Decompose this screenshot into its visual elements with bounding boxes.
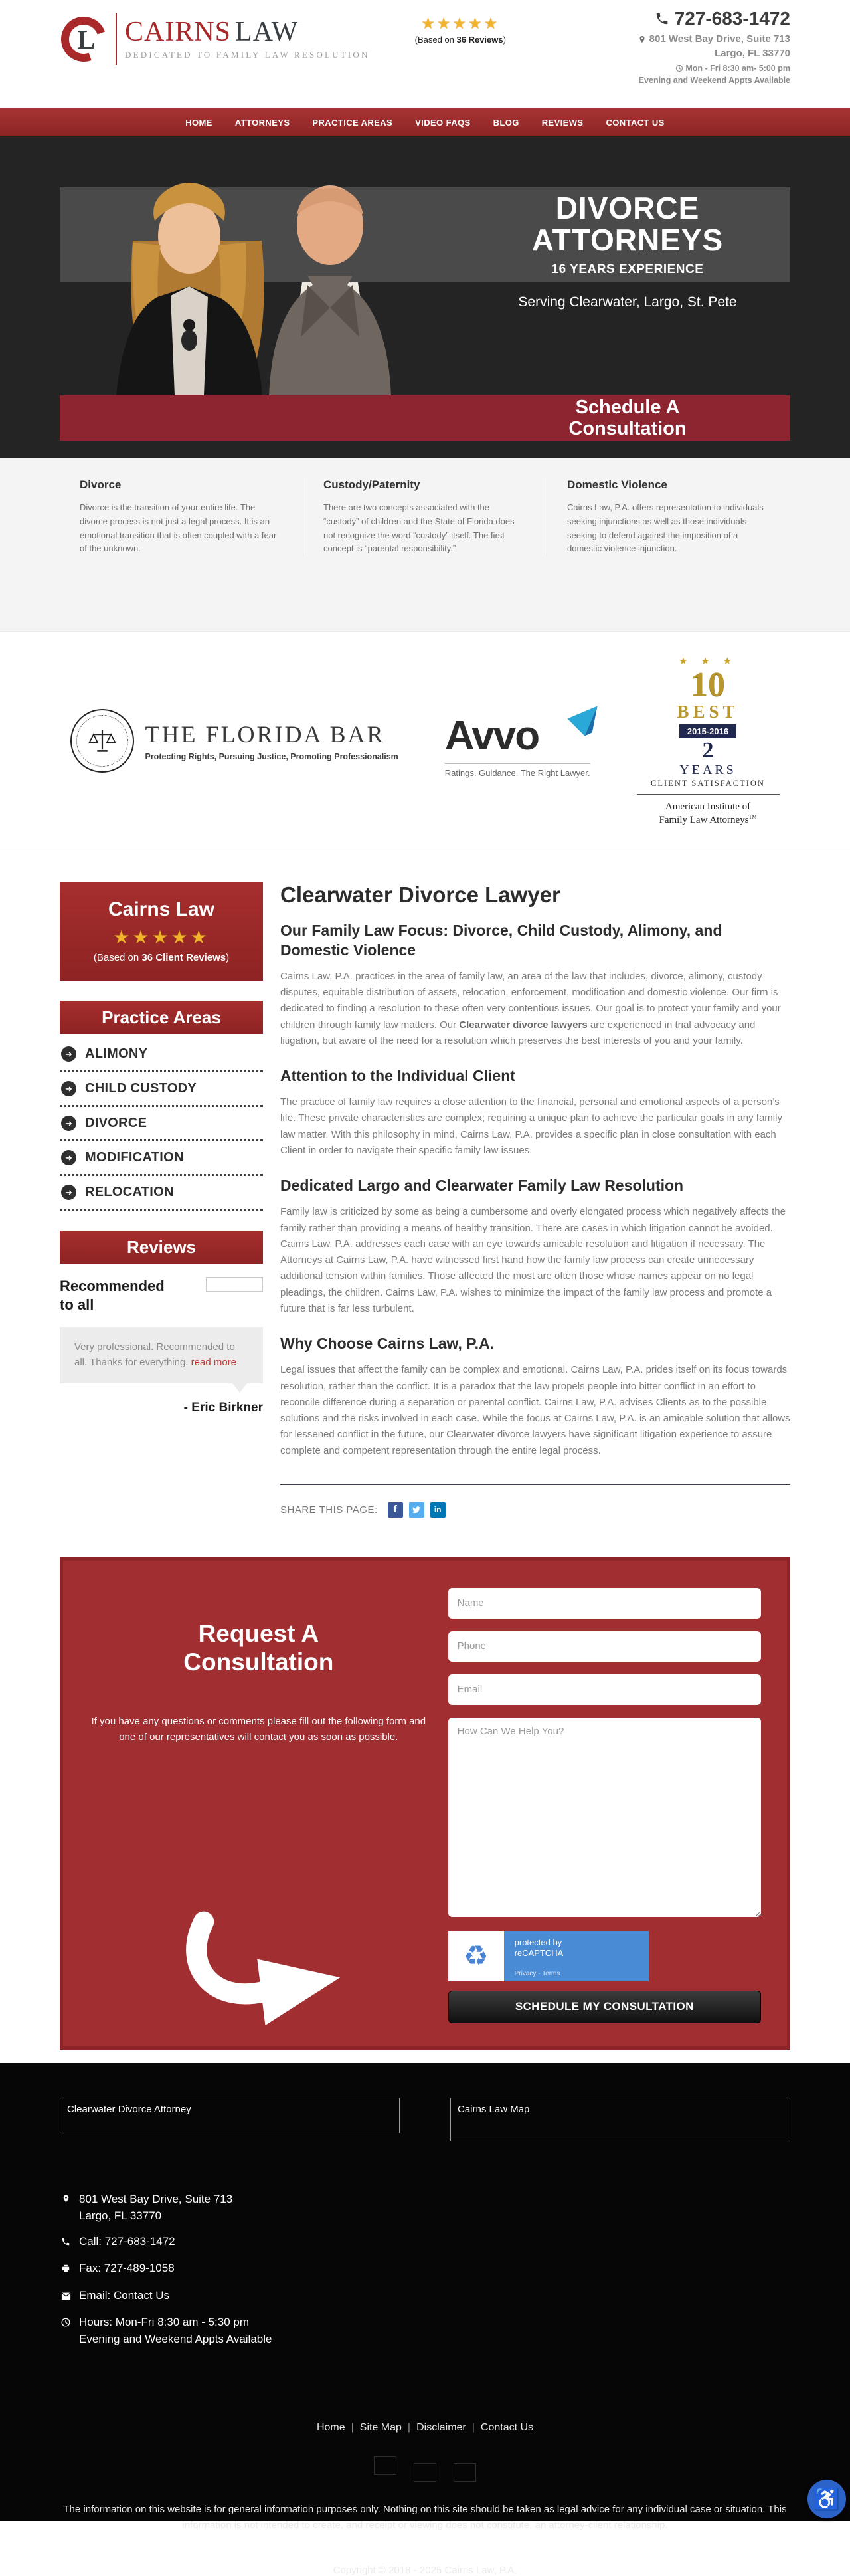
footer-video-embed[interactable]: Clearwater Divorce Attorney xyxy=(60,2098,400,2133)
logo-divider xyxy=(116,13,117,65)
sidebar-item-divorce[interactable]: ➜ DIVORCE xyxy=(60,1107,263,1141)
logo-mark-icon xyxy=(60,15,108,63)
arrow-circle-icon: ➜ xyxy=(61,1046,76,1062)
message-textarea[interactable] xyxy=(448,1718,761,1917)
review-quote: Very professional. Recommended to all. Thanks for everything. read more xyxy=(60,1327,263,1383)
avvo-kite-icon xyxy=(565,704,600,742)
recaptcha-icon: ♻ xyxy=(448,1931,504,1981)
article-divider xyxy=(280,1484,790,1485)
consultation-title: Request A Consultation xyxy=(183,1619,334,1676)
consultation-body: If you have any questions or comments please fill out the following form and one of our representatives will contact you as soon as possible. xyxy=(91,1716,426,1743)
hero-experience: 16 YEARS EXPERIENCE xyxy=(551,262,704,277)
footer-link-disclaimer[interactable]: Disclaimer xyxy=(416,2422,466,2434)
nav-item-attorneys[interactable]: ATTORNEYS xyxy=(234,117,290,128)
nav-item-contact-us[interactable]: CONTACT US xyxy=(606,117,665,128)
footer-link-home[interactable]: Home xyxy=(316,2422,345,2434)
ten-best-year-range: 2015-2016 xyxy=(679,724,736,738)
broken-image-icon xyxy=(454,2463,476,2482)
schedule-consultation-button[interactable]: Schedule A Consultation xyxy=(568,396,687,439)
intro-card-body: Divorce is the transition of your entire life. The divorce process is not just a legal process. It is an emotional transition that is often coupled with a fear of the unknown. xyxy=(80,502,277,554)
logo-tagline: DEDICATED TO FAMILY LAW RESOLUTION xyxy=(125,50,370,60)
recaptcha-brand: reCAPTCHA xyxy=(514,1948,564,1959)
header-address-city: Largo, FL 33770 xyxy=(715,47,790,59)
footer-link-site-map[interactable]: Site Map xyxy=(359,2422,402,2434)
header-contact xyxy=(551,8,790,87)
page-title: Clearwater Divorce Lawyer xyxy=(280,882,560,907)
footer-disclaimer: The information on this website is for general information purposes only. Nothing on this site should be taken as legal advice for any individual case or situation. This information is not intended to create, and receipt or viewing does not constitute, an attorney-client relationship. xyxy=(63,2504,787,2531)
footer-address: 801 West Bay Drive, Suite 713 Largo, FL 33770 xyxy=(60,2191,790,2225)
footer-social-placeholders xyxy=(60,2456,790,2482)
section-title-dedicated: Dedicated Largo and Clearwater Family Law Resolution xyxy=(280,1177,684,1195)
star-rating-icon: ★★★★★ xyxy=(113,927,210,947)
footer xyxy=(0,2063,850,2576)
clock-icon xyxy=(60,2314,72,2347)
intro-card-custody xyxy=(303,478,547,556)
footer-hours: Hours: Mon-Fri 8:30 am - 5:30 pm Evening and Weekend Appts Available xyxy=(60,2314,790,2347)
phone-icon xyxy=(60,2233,72,2252)
florida-bar-name: THE FLORIDA BAR xyxy=(145,721,385,747)
section-title-family-law-focus: Our Family Law Focus: Divorce, Child Custody, Alimony, and Domestic Violence xyxy=(280,922,722,959)
footer-map-embed[interactable]: Cairns Law Map xyxy=(450,2098,790,2141)
sidebar-item-modification[interactable]: ➜ MODIFICATION xyxy=(60,1141,263,1176)
clock-icon xyxy=(675,64,683,72)
location-pin-icon xyxy=(638,35,646,44)
phone-input[interactable] xyxy=(448,1631,761,1662)
hero-text-block xyxy=(465,187,790,282)
sidebar-rating-card xyxy=(60,882,263,981)
review-title: Recommended to all xyxy=(60,1278,165,1313)
footer-email: Email: Contact Us xyxy=(60,2287,790,2306)
share-label: SHARE THIS PAGE: xyxy=(280,1504,378,1516)
broken-image-icon xyxy=(414,2463,436,2482)
read-more-link[interactable]: read more xyxy=(191,1356,237,1368)
phone-icon xyxy=(655,11,669,26)
wheelchair-icon: ♿ xyxy=(813,2486,840,2511)
ten-best-two: 2 xyxy=(702,738,714,763)
share-row xyxy=(280,1502,790,1518)
sidebar-item-child-custody[interactable]: ➜ CHILD CUSTODY xyxy=(60,1072,263,1107)
sidebar-card-based: (Based on 36 Client Reviews) xyxy=(93,952,230,963)
ten-best-badge xyxy=(637,655,780,827)
footer-link-contact-us[interactable]: Contact Us xyxy=(480,2422,534,2434)
email-input[interactable] xyxy=(448,1674,761,1705)
location-pin-icon xyxy=(60,2191,72,2225)
paragraph-family-law-focus: Cairns Law, P.A. practices in the area of family law, an area of the law that includes, divorce, alimony, custody disputes, equitable distribution of assets, relocation, enforcement, modification and domestic violence. Our firm is dedicated to finding a resolution to these often very contentious issues. Our goal is to protect your family and your children through family law matters. Our Clearwater divorce lawyers are experienced in trial advocacy and litigation, but aware of the need for a resolution which preserves the best interests of you and your family. xyxy=(280,970,781,1046)
ten-best-stars-icon: ★ ★ ★ xyxy=(679,656,737,667)
linkedin-share-icon[interactable]: in xyxy=(430,1502,446,1518)
section-title-attention: Attention to the Individual Client xyxy=(280,1067,515,1085)
review-author: - Eric Birkner xyxy=(183,1401,263,1415)
star-rating-icon: ★★★★★ xyxy=(421,15,500,32)
header-address: 801 West Bay Drive, Suite 713 Largo, FL 33770 xyxy=(551,32,790,61)
twitter-share-icon[interactable] xyxy=(409,1502,424,1518)
sidebar-item-alimony[interactable]: ➜ ALIMONY xyxy=(60,1038,263,1072)
header-hours: Mon - Fri 8:30 am- 5:00 pm Evening and Weekend Appts Available xyxy=(638,63,790,86)
top-header xyxy=(0,0,850,108)
recaptcha-widget[interactable] xyxy=(448,1931,649,1981)
section-title-why-choose: Why Choose Cairns Law, P.A. xyxy=(280,1335,495,1353)
nav-item-video-faqs[interactable]: VIDEO FAQS xyxy=(415,117,471,128)
florida-bar-seal-icon xyxy=(70,709,134,773)
broken-image-icon xyxy=(374,2456,396,2475)
practice-areas-header: Practice Areas xyxy=(60,1001,263,1034)
header-phone-number: 727-683-1472 xyxy=(674,8,790,29)
header-phone-link[interactable] xyxy=(551,8,790,29)
header-rating xyxy=(370,8,551,45)
ten-best-org: American Institute of Family Law Attorneys™ xyxy=(659,801,757,826)
hero-banner xyxy=(0,136,850,458)
name-input[interactable] xyxy=(448,1588,761,1619)
logo[interactable] xyxy=(60,13,370,65)
envelope-icon xyxy=(60,2287,72,2306)
avvo-tagline: Ratings. Guidance. The Right Lawyer. xyxy=(445,763,590,778)
sidebar-item-relocation[interactable]: ➜ RELOCATION xyxy=(60,1176,263,1211)
nav-item-blog[interactable]: BLOG xyxy=(493,117,519,128)
schedule-my-consultation-button[interactable]: SCHEDULE MY CONSULTATION xyxy=(448,1991,761,2023)
credentials-strip xyxy=(0,631,850,850)
recaptcha-privacy-terms[interactable]: Privacy - Terms xyxy=(514,1969,560,1977)
sidebar-card-title: Cairns Law xyxy=(108,898,215,920)
practice-areas-list xyxy=(60,1038,263,1211)
curved-arrow-icon xyxy=(172,1906,345,2032)
ten-best-satisfaction: CLIENT SATISFACTION xyxy=(637,779,780,795)
footer-fax: Fax: 727-489-1058 xyxy=(60,2260,790,2278)
logo-mark-letter: L xyxy=(77,24,96,54)
florida-bar-badge xyxy=(70,709,398,773)
reviews-header: Reviews xyxy=(60,1231,263,1264)
footer-contact-us-link[interactable]: Contact Us xyxy=(113,2288,170,2302)
hero-serving-text: Serving Clearwater, Largo, St. Pete xyxy=(518,294,737,310)
arrow-circle-icon: ➜ xyxy=(61,1185,76,1200)
rating-based-text: (Based on 36 Reviews) xyxy=(414,35,506,45)
fax-icon xyxy=(60,2260,72,2278)
footer-copyright: Copyright © 2018 - 2025 Cairns Law, P.A. xyxy=(333,2564,517,2576)
hero-cta-band xyxy=(60,395,790,441)
intro-card-body: There are two concepts associated with the “custody” of children and the State of Florida does not recognize the word “custody” itself. The first concept is “parental responsibility.” xyxy=(323,502,515,554)
main-nav xyxy=(0,108,850,136)
nav-item-reviews[interactable]: REVIEWS xyxy=(541,117,584,128)
arrow-circle-icon: ➜ xyxy=(61,1150,76,1165)
intro-card-title: Divorce xyxy=(80,478,122,491)
ten-best-years: YEARS xyxy=(679,762,736,777)
review-stars-placeholder xyxy=(206,1277,263,1292)
article xyxy=(280,882,790,1518)
intro-card-domestic-violence xyxy=(547,478,790,556)
arrow-circle-icon: ➜ xyxy=(61,1116,76,1131)
accessibility-button[interactable] xyxy=(808,2480,846,2518)
avvo-badge xyxy=(445,704,590,778)
footer-links: Home | Site Map | Disclaimer | Contact Us xyxy=(316,2422,534,2434)
facebook-share-icon[interactable]: f xyxy=(388,1502,403,1518)
arrow-circle-icon: ➜ xyxy=(61,1081,76,1096)
intro-card-body: Cairns Law, P.A. offers representation to individuals seeking injunctions as well as those individuals seeking to defend against the imposition of a domestic violence injunction. xyxy=(567,502,764,554)
intro-card-title: Custody/Paternity xyxy=(323,478,420,491)
attorneys-photo xyxy=(70,151,428,399)
intro-card-divorce xyxy=(60,478,303,556)
recaptcha-protected-by: protected by xyxy=(514,1937,562,1947)
avvo-name: Avvo xyxy=(444,713,539,759)
logo-name-cairns: CAIRNS xyxy=(125,17,232,47)
hero-title-line2: ATTORNEYS xyxy=(531,223,724,257)
footer-call[interactable]: Call: 727-683-1472 xyxy=(60,2233,790,2252)
logo-text xyxy=(125,18,370,60)
ten-best-number: 10 xyxy=(691,665,726,704)
sidebar xyxy=(60,882,263,1518)
main-content xyxy=(0,850,850,1557)
paragraph-dedicated: Family law is criticized by some as being a cumbersome and overly elongated process which negatively affects the family rather than providing a means of healthy transition. There are cases in which litigation cannot be avoided. Cairns Law, P.A. addresses each case with an eye towards amicable resolution and litigation if necessary. The Attorneys at Cairns Law, P.A. have witnessed first hand how the family law process can create unnecessary additional tension within families. Those affected the most are often those whose names appear on no legal pleadings, the children. Cairns Law, P.A. wishes to minimize the impact of the family law process and promote a future that is far less turbulent. xyxy=(280,1206,786,1315)
paragraph-why-choose: Legal issues that affect the family can be complex and emotional. Cairns Law, P.A. prides itself on its focus towards resolution, rather than the conflict. It is a paradox that the law propels people into bitter conflict in an effort to reconcile difference during a separation or parental conflict. Cairns Law, P.A. advises Clients as to the possible solutions and the risks involved in each case. While the focus at Cairns Law, P.A. is an amicable solution that allows for lessened conflict in the future, our Clearwater divorce lawyers have significant litigation experience to assure complete and competent representation through the entire legal process. xyxy=(280,1364,790,1456)
consultation-intro xyxy=(89,1588,428,2023)
consultation-form xyxy=(448,1588,761,2023)
footer-contact xyxy=(60,2191,790,2348)
paragraph-attention: The practice of family law requires a close attention to the financial, personal and emotional aspects of a person’s life. These private characteristics are complex; requiring a unique plan to achieve the particular goals in any family law matter. With this philosophy in mind, Cairns Law, P.A. provides a specific plan in close consultation with each Client in order to navigate their specific family law issues. xyxy=(280,1096,782,1157)
hero-title: DIVORCE ATTORNEYS xyxy=(531,190,724,257)
header-hours-line2: Evening and Weekend Appts Available xyxy=(638,76,790,86)
ten-best-word: BEST xyxy=(677,701,739,722)
intro-section xyxy=(0,458,850,631)
consultation-section xyxy=(60,1557,790,2050)
intro-card-title: Domestic Violence xyxy=(567,478,667,491)
florida-bar-tagline: Protecting Rights, Pursuing Justice, Promoting Professionalism xyxy=(145,752,398,761)
nav-item-practice-areas[interactable]: PRACTICE AREAS xyxy=(312,117,393,128)
nav-item-home[interactable]: HOME xyxy=(185,117,212,128)
logo-name-law: LAW xyxy=(235,17,299,47)
